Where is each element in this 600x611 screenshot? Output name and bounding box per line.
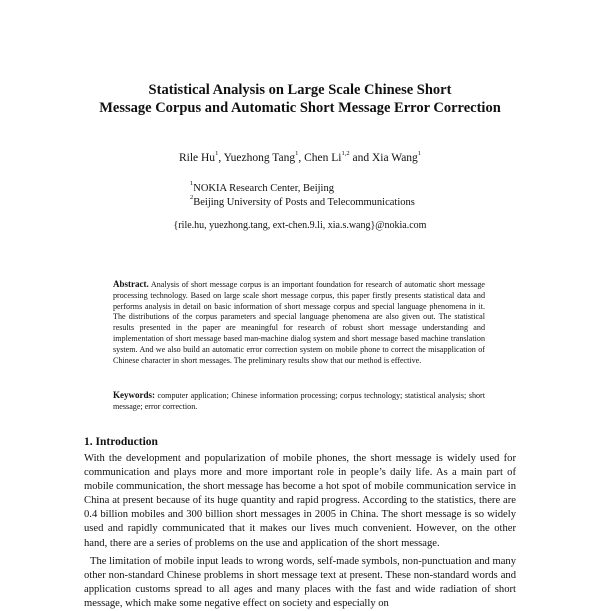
author-name: Rile Hu [178,152,216,164]
author-name: Yuezhong Tang [223,152,296,164]
author-name: Xia Wang [371,152,418,164]
author-affiliation-mark: 1 [417,150,422,157]
paragraph: With the development and popularization of mobile phones, the short message is widely used for communication and plays more and more important role in people’s daily life. As a main part of mobile communication, the short message has become a hot spot of mobile communication service in China at present because of its huge quantity and rapid progress. According to the statistics, there are 0.4 billion mobiles and 300 billion short messages in 2005 in China. The short message is so widely used and rapidly communicated that it makes our lives much convenient. However, on the other hand, there are a series of problems on the use and application of the short message. [84,453,516,549]
title-line-1: Statistical Analysis on Large Scale Chinese Short [148,82,452,98]
author-name: Chen Li [304,152,342,164]
author-separator: , [218,152,222,164]
affiliation-2 [190,194,450,208]
affiliation-text: NOKIA Research Center, Beijing [193,183,334,194]
author-list [60,150,540,164]
author-affiliation-mark: 1 [215,150,219,157]
section-heading-introduction: 1. Introduction [84,436,158,448]
abstract-text: Analysis of short message corpus is an important foundation for research of automatic short message processing technology. Based on large scale short message corpus, this paper firstly presents statistical data and performs analysis in detail on basic information of short message corpus and special language phenomena in it. The distributions of the corpus parameters and special language phenomena are also given out. The statistical results presented in the paper are meaningful for research of robust short message understanding and implementation of short message based man-machine dialog system and short message based machine translation system. And we also build an automatic error correction system on mobile phone to correct the misapplication of Chinese character in short messages. The preliminary results show that our method is effective. [113,280,485,365]
abstract [113,279,485,366]
paragraph: The limitation of mobile input leads to wrong words, self-made symbols, non-punctuation and many other non-standard Chinese problems in short message text at present. These non-standard words and application customs spread to all ages and many places with the fast and wide radiation of short message, which make some negative effect on society and especially on [84,556,516,610]
title-line-2: Message Corpus and Automatic Short Message Error Correction [99,100,501,116]
author-affiliation-mark: 1,2 [341,150,350,157]
author-separator: , [298,152,302,164]
affiliation-mark: 2 [190,194,194,201]
author-affiliation-mark: 1 [295,150,299,157]
abstract-label: Abstract. [113,279,149,289]
keywords-text: computer application; Chinese information processing; corpus technology; statistical analysis; short message; error correction. [113,391,485,411]
keywords [113,390,485,412]
author-separator: and [352,152,370,164]
keywords-label: Keywords: [113,390,155,400]
paper-title [60,81,540,117]
author-emails: {rile.hu, yuezhong.tang, ext-chen.9.li, xia.s.wang}@nokia.com [173,220,427,231]
affiliation-text: Beijing University of Posts and Telecommunications [193,197,415,208]
affiliation-mark: 1 [190,180,194,187]
affiliation-1 [190,180,450,194]
